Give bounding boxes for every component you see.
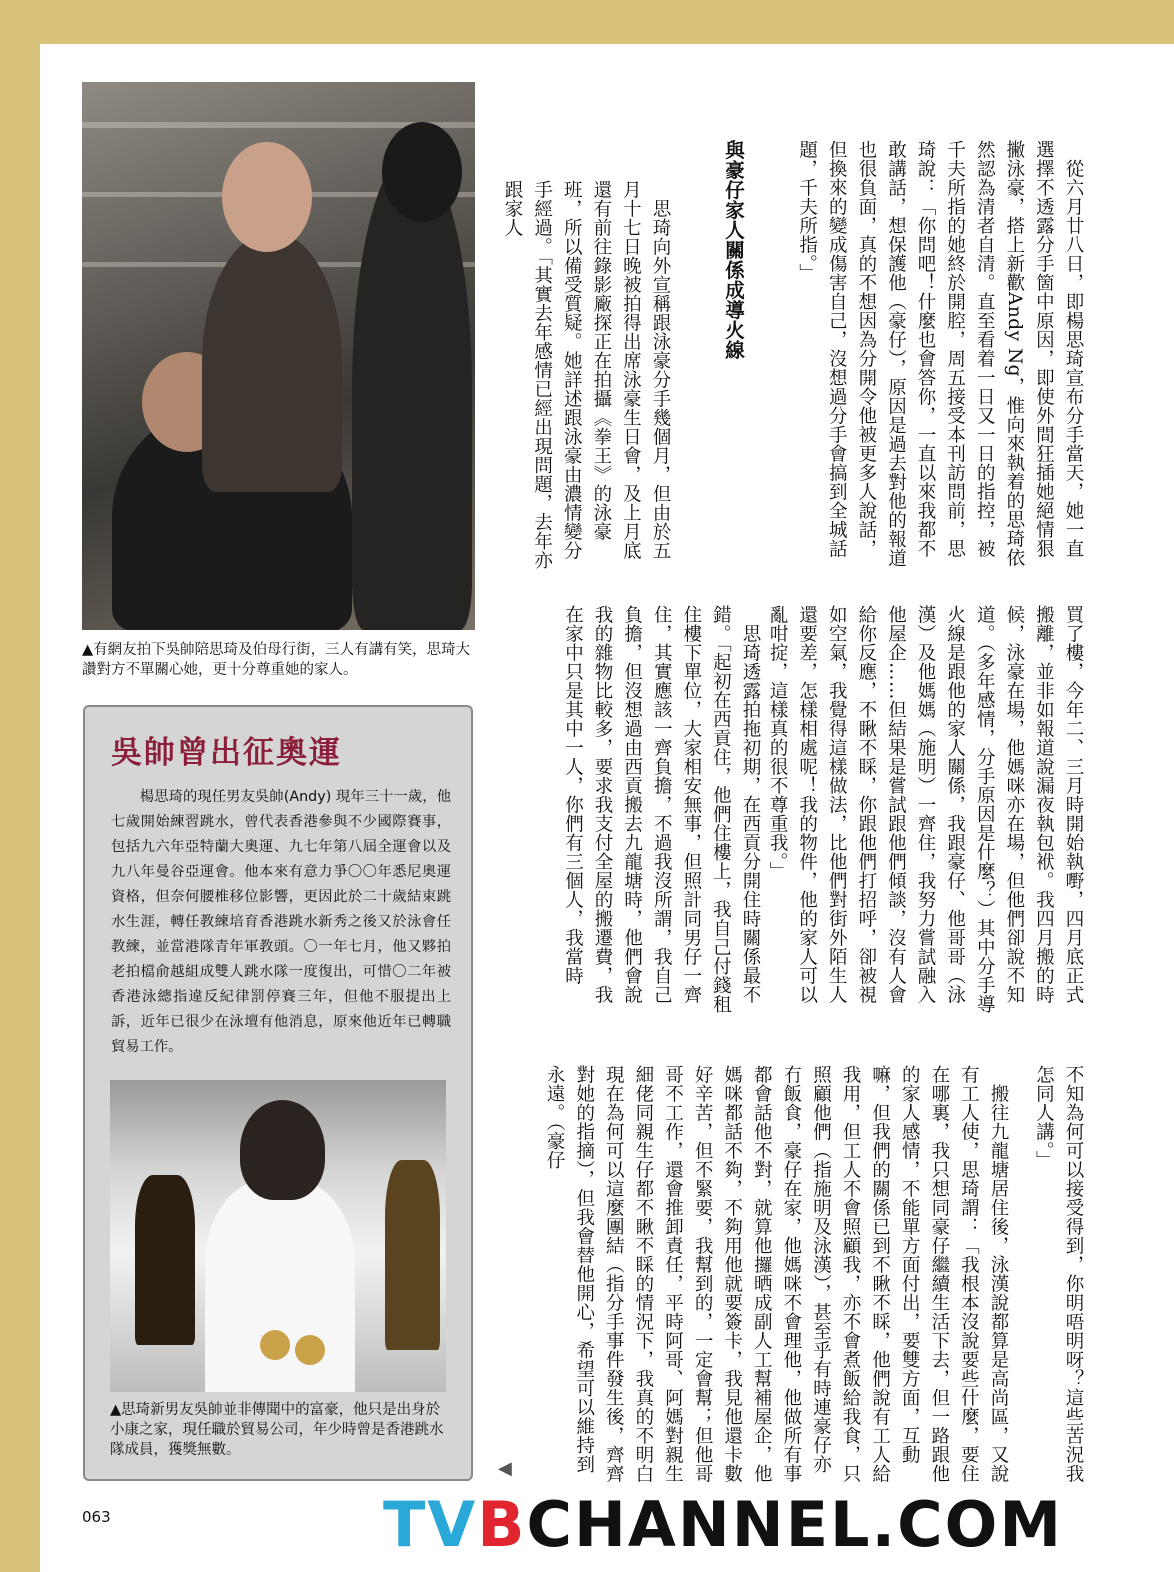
boy-head bbox=[240, 1100, 325, 1200]
mother-figure bbox=[202, 232, 342, 492]
article-paragraph: 思琦向外宣稱跟泳豪分手幾個月，但由於五月十七日晚被拍得出席泳豪生日會，及上月底還有前往錄影廠探正在拍攝《拳王》的泳豪班，所以備受質疑。她詳述跟泳豪由濃情變分手經過。「其實去年感情已經出現問題，去年亦跟家人 bbox=[502, 180, 671, 570]
logo-tv: TV bbox=[383, 1488, 478, 1561]
sidebar-body: 楊思琦的現任男友吳帥(Andy) 現年三十一歲，他七歲開始練習跳水，曾代表香港參與不少國際賽事，包括九六年亞特蘭大奧運、九七年第八屆全運會以及九八年曼谷亞運會。他本來有意力爭〇〇年悉尼奧運資格，但奈何腰椎移位影響，更因此於二十歲結束跳水生涯，轉任教練培育香港跳水新秀之後又於泳會任教練，並當港隊青年軍教頭。〇一年七月，他又夥拍老拍檔俞越組成雙人跳水隊一度復出，可惜〇二年被香港泳總指違反紀律罰停賽三年，但他不服提出上訴，近年已很少在泳壇有他消息，原來他近年已轉職貿易工作。 bbox=[111, 789, 451, 1055]
street-photo bbox=[82, 82, 475, 630]
article-paragraph: 思琦透露拍拖初期，在西貢分開住時關係最不錯。「起初在西貢住，他們住樓上，我自己付錢租住樓下單位，大家相安無事，但照計同男仔一齊住，其實應該一齊負擔，不過我沒所謂，我自己負擔，但沒想過由西貢搬去九龍塘時，他們會說我的雜物比較多，要求我支付全屋的搬遷費，我在家中只是其中一人，你們有三個人，我當時 bbox=[562, 605, 761, 1014]
article-subheading: 與豪仔家人關係成導火線 bbox=[722, 140, 745, 360]
article-paragraph: 買了樓，今年二、三月時開始執嘢，四月底正式搬離，並非如報道說漏夜執包袱。我四月搬的時候，泳豪在場，他媽咪亦在場，但他們卻說不知道。（多年感情，分手原因是什麼？）其中分手導火線是跟他的家人關係，我跟豪仔、他哥哥（泳漢）及他媽媽（施明）一齊住，我努力嘗試融入他屋企……但結果是嘗試跟他們傾談，沒有人會給你反應，不瞅不睬，你跟他們打招呼，卻被視如空氣，我覺得這樣做法，比他們對街外陌生人還要差，怎樣相處呢！我的物件，他的家人可以亂咁掟，這樣真的很不尊重我。」 bbox=[767, 605, 1084, 1014]
trophy-photo-caption: ▲思琦新男友吳帥並非傳聞中的富豪，他只是出身於小康之家，現任職於貿易公司，年少時曾是香港跳水隊成員，獲獎無數。 bbox=[110, 1402, 444, 1458]
logo-b: B bbox=[477, 1488, 527, 1561]
article-paragraph: 不知為何可以接受得到，你明唔明呀？這些苦況我怎同人講。」 bbox=[1033, 1065, 1084, 1483]
article-paragraph: 搬往九龍塘居住後，泳漢說都算是高尚區，又說有工人使，思琦謂：「我根本沒說要些什麼，要住在哪裏，我只想同豪仔繼續生活下去，但一路跟他的家人感情，不能單方面付出，要雙方面，互動嘛，但我們的關係已到不瞅不睬，他們說有工人給我用，但工人不會照顧我，亦不會煮飯給我食，只照顧他們（指施明及泳漢），甚至乎有時連豪仔亦冇飯食，豪仔在家，他媽咪不會理他，他做所有事都會話他不對，就算他攞晒成副人工幫補屋企，他媽咪都話不夠，不夠用他就要簽卡，我見他還卡數好辛苦，但不緊要，我幫到的，一定會幫；但他哥哥不工作，還會推卸責任，平時阿哥、阿媽對親生細佬同親生仔都不瞅不睬的情況下，我真的不明白現在為何可以這麼團結（指分手事件發生後，齊齊對她的指摘），但我會替他開心，希望可以維持到永遠。（豪仔 bbox=[544, 1065, 1009, 1483]
medal bbox=[295, 1335, 325, 1365]
mother-face bbox=[222, 142, 312, 252]
trophy-photo bbox=[110, 1080, 446, 1392]
woman-figure bbox=[352, 152, 472, 630]
trophy-left bbox=[135, 1175, 195, 1345]
continue-arrow-icon: ◀ bbox=[498, 1458, 512, 1479]
sidebar-title: 吳帥曾出征奧運 bbox=[111, 735, 342, 771]
boy-shirt bbox=[205, 1180, 355, 1392]
article-paragraph: 從六月廿八日，即楊思琦宣布分手當天，她一直選擇不透露分手箇中原因，即使外間狂插她絕情狠撇泳豪，搭上新歡Andy Ng，惟向來執着的思琦依然認為清者自清。直至看着一日又一日的指控，被千夫所指的她終於開腔，周五接受本刊訪問前，思琦說：「你問吧！什麼也會答你，一直以來我都不敢講話，想保護他（豪仔），原因是過去對他的報道也很負面，真的不想因為分開令他被更多人說話，但換來的變成傷害自己，沒想過分手會搞到全城話題，千夫所指。」 bbox=[796, 140, 1084, 568]
logo-channel: CHANNEL.COM bbox=[526, 1488, 1064, 1561]
woman-hat bbox=[382, 122, 462, 222]
medal bbox=[260, 1330, 290, 1360]
trophy-right bbox=[385, 1160, 440, 1350]
page-number: 063 bbox=[82, 1508, 111, 1526]
photo-caption: ▲有網友拍下吳帥陪思琦及伯母行街，三人有講有笑，思琦大讚對方不單關心她，更十分尊重她的家人。 bbox=[82, 642, 471, 678]
tvbchannel-logo bbox=[383, 1490, 1063, 1560]
